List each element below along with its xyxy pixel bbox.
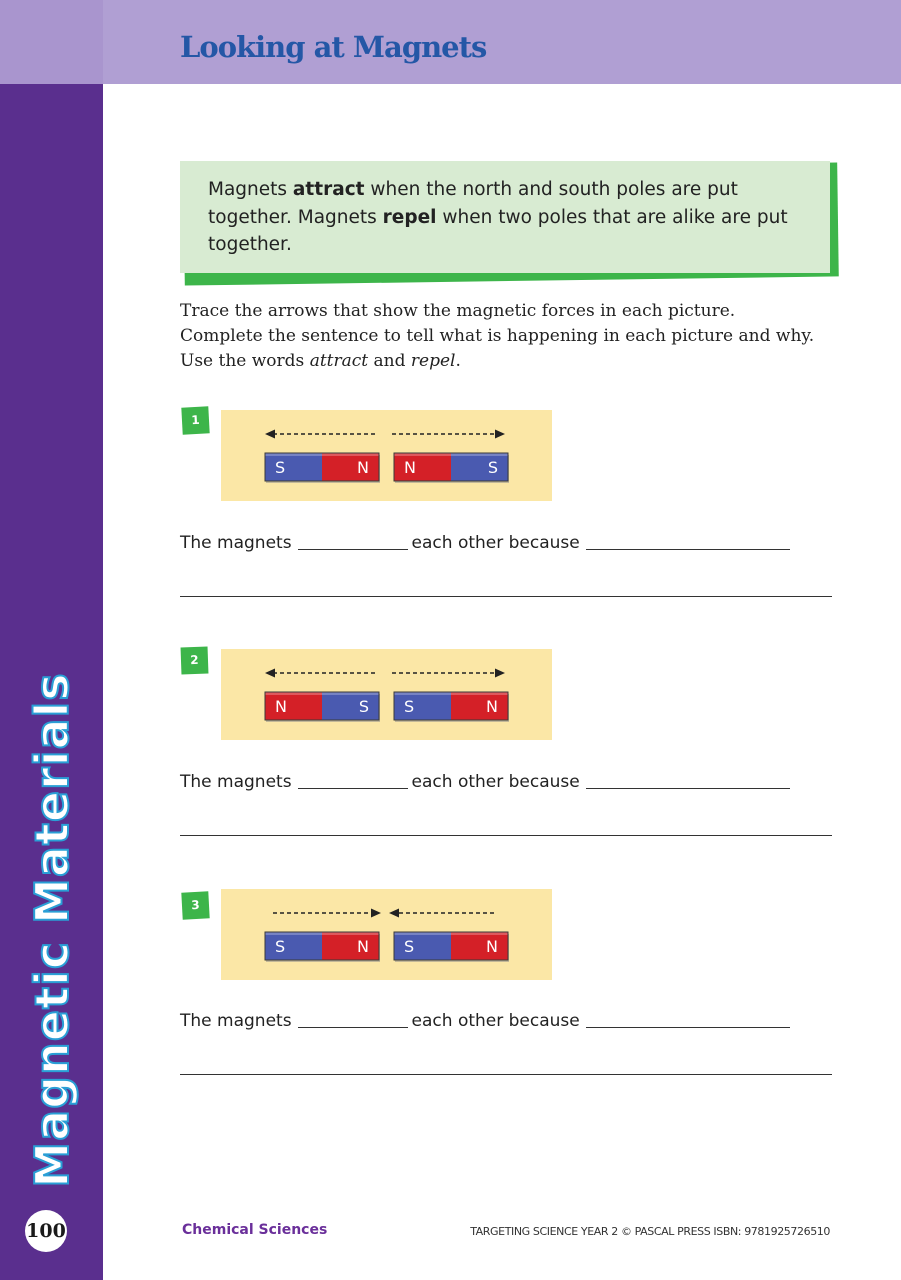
arrowhead-icon	[389, 909, 399, 918]
magnet-diagram	[221, 410, 552, 501]
north-pole	[265, 692, 322, 720]
pole-label: N	[275, 697, 287, 716]
footer-copyright: TARGETING SCIENCE YEAR 2 © PASCAL PRESS ISBN: 9781925726510	[470, 1225, 830, 1238]
magnet-diagram	[221, 889, 552, 980]
instructions-text: Trace the arrows that show the magnetic forces in each picture. Complete the sentence to tell what is happening in each picture and why. Use the words	[180, 301, 815, 371]
instructions	[180, 299, 820, 374]
south-pole	[451, 453, 508, 481]
answer-sentence	[180, 533, 790, 553]
answer-line[interactable]	[180, 835, 832, 836]
arrowhead-icon	[265, 669, 275, 678]
answer-sentence	[180, 772, 790, 792]
page-number: 100	[25, 1210, 67, 1252]
sentence-start: The magnets	[180, 533, 292, 553]
bar-magnet	[394, 932, 509, 962]
arrowhead-icon	[495, 669, 505, 678]
pole-label: S	[358, 697, 369, 716]
answer-blank[interactable]	[586, 548, 790, 550]
footer-subject: Chemical Sciences	[182, 1222, 328, 1238]
north-pole	[322, 453, 379, 481]
south-pole	[265, 932, 322, 960]
arrowhead-icon	[371, 909, 381, 918]
south-pole	[265, 453, 322, 481]
instructions-word-repel: repel	[410, 351, 456, 371]
magnet-panel	[221, 889, 552, 980]
info-text	[208, 176, 823, 259]
bar-magnet	[394, 692, 509, 722]
arrowhead-icon	[495, 430, 505, 439]
sentence-start: The magnets	[180, 1011, 292, 1031]
answer-blank[interactable]	[586, 1026, 790, 1028]
north-pole	[451, 692, 508, 720]
sentence-start: The magnets	[180, 772, 292, 792]
info-text-part: when the north and south poles are put together. Magnets	[208, 179, 738, 228]
instructions-text: and	[368, 351, 411, 371]
pole-label: N	[486, 937, 498, 956]
bar-magnet	[265, 453, 380, 483]
header-corner	[0, 0, 103, 84]
page-title: Looking at Magnets	[180, 30, 487, 64]
north-pole	[322, 932, 379, 960]
sentence-mid: each other because	[411, 1011, 580, 1031]
pole-label: N	[404, 458, 416, 477]
answer-blank[interactable]	[298, 548, 408, 550]
sentence-mid: each other because	[411, 772, 580, 792]
answer-line[interactable]	[180, 1074, 832, 1075]
answer-sentence	[180, 1011, 790, 1031]
instructions-text: .	[455, 351, 461, 371]
pole-label: S	[275, 458, 286, 477]
arrowhead-icon	[265, 430, 275, 439]
pole-label: S	[487, 458, 498, 477]
question-number-badge: 2	[181, 647, 209, 675]
north-pole	[394, 453, 451, 481]
keyword-repel: repel	[382, 206, 437, 228]
south-pole	[322, 692, 379, 720]
question-number-badge: 3	[181, 891, 209, 919]
info-text-part: Magnets	[208, 179, 293, 200]
pole-label: S	[275, 937, 286, 956]
answer-blank[interactable]	[586, 787, 790, 789]
bar-magnet	[265, 692, 380, 722]
pole-label: S	[404, 697, 415, 716]
pole-label: N	[357, 937, 369, 956]
sidebar-section-label: Magnetic Materials	[25, 672, 79, 1188]
pole-label: N	[357, 458, 369, 477]
south-pole	[394, 692, 451, 720]
answer-blank[interactable]	[298, 1026, 408, 1028]
south-pole	[394, 932, 451, 960]
info-text-part: when two poles that are alike are put together.	[208, 206, 788, 255]
magnet-panel	[221, 410, 552, 501]
magnet-panel	[221, 649, 552, 740]
magnet-diagram	[221, 649, 552, 740]
bar-magnet	[265, 932, 380, 962]
north-pole	[451, 932, 508, 960]
sentence-mid: each other because	[411, 533, 580, 553]
answer-blank[interactable]	[298, 787, 408, 789]
question-number-badge: 1	[181, 406, 209, 434]
instructions-word-attract: attract	[309, 351, 369, 371]
pole-label: S	[404, 937, 415, 956]
bar-magnet	[394, 453, 509, 483]
answer-line[interactable]	[180, 596, 832, 597]
keyword-attract: attract	[292, 179, 365, 200]
pole-label: N	[486, 697, 498, 716]
